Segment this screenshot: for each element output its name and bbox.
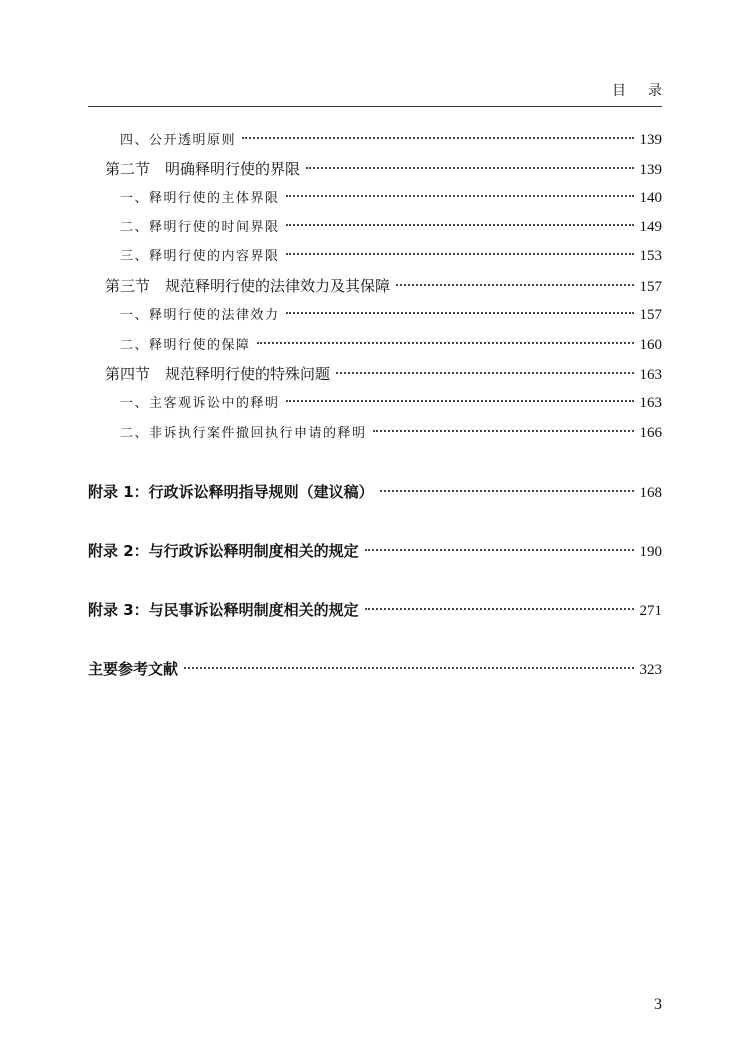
toc-entry[interactable] [120,246,662,266]
toc-dot-leader [286,195,634,197]
toc-entry[interactable] [120,188,662,208]
toc-entry-page: 323 [639,662,662,678]
toc-entry-label: 附录 3：与民事诉讼释明制度相关的规定 [88,601,359,619]
toc-entry[interactable] [88,600,662,620]
toc-entry[interactable] [105,276,662,296]
toc-dot-leader [257,342,634,344]
toc-entry-page: 271 [639,603,662,619]
toc-entry[interactable] [88,659,662,679]
toc-entry[interactable] [120,393,662,413]
toc-entry-page: 157 [639,307,662,323]
toc-dot-leader [286,400,634,402]
toc-entry-label: 一、释明行使的主体界限 [120,191,280,206]
toc-dot-leader [286,312,634,314]
toc-entry-page: 190 [639,544,662,560]
toc-entry-page: 157 [639,279,662,295]
toc-entry-label: 一、主客观诉讼中的释明 [120,396,280,411]
toc-dot-leader [286,224,634,226]
toc-entry-label: 二、非诉执行案件撤回执行申请的释明 [120,426,367,441]
toc-entry-label: 主要参考文献 [88,660,179,678]
toc-entry[interactable] [105,364,662,384]
toc-entry-label: 第三节 规范释明行使的法律效力及其保障 [105,277,391,295]
toc-entry[interactable] [120,217,662,237]
toc-entry-label: 四、公开透明原则 [120,133,237,148]
toc-dot-leader [380,490,634,492]
toc-entry-page: 139 [639,162,662,178]
toc-dot-leader [306,167,633,169]
toc-entry-page: 166 [639,425,662,441]
toc-entry-label: 附录 1：行政诉讼释明指导规则（建议稿） [88,483,374,501]
toc-entry[interactable] [88,541,662,561]
toc-dot-leader [373,430,634,432]
toc-entry-label: 第二节 明确释明行使的界限 [105,160,301,178]
toc-entry-label: 二、释明行使的保障 [120,338,251,353]
toc-entry-label: 三、释明行使的内容界限 [120,249,280,264]
toc-entry-page: 163 [639,367,662,383]
toc-entry-page: 153 [639,248,662,264]
toc-entry-label: 二、释明行使的时间界限 [120,220,280,235]
toc-entry-page: 139 [639,132,662,148]
toc-dot-leader [365,608,634,610]
toc-entry-label: 第四节 规范释明行使的特殊问题 [105,365,331,383]
toc-dot-leader [242,137,633,139]
toc-dot-leader [184,667,633,669]
toc-entry[interactable] [88,482,662,502]
toc-entry-page: 149 [639,219,662,235]
toc-dot-leader [286,253,634,255]
toc-dot-leader [365,549,634,551]
toc-entry-label: 一、释明行使的法律效力 [120,308,280,323]
toc-entry-page: 160 [639,337,662,353]
toc-entry-page: 140 [639,190,662,206]
toc-entry[interactable] [120,130,662,150]
toc-entry[interactable] [120,335,662,355]
running-header-title: 目录 [612,83,684,99]
page-number: 3 [654,996,662,1013]
toc-entry[interactable] [105,159,662,179]
toc-entry-page: 163 [639,395,662,411]
toc-entry-label: 附录 2：与行政诉讼释明制度相关的规定 [88,542,359,560]
toc-entry-page: 168 [639,485,662,501]
toc-dot-leader [336,372,633,374]
toc-entry[interactable] [120,305,662,325]
toc-dot-leader [396,284,633,286]
toc-entry[interactable] [120,423,662,443]
